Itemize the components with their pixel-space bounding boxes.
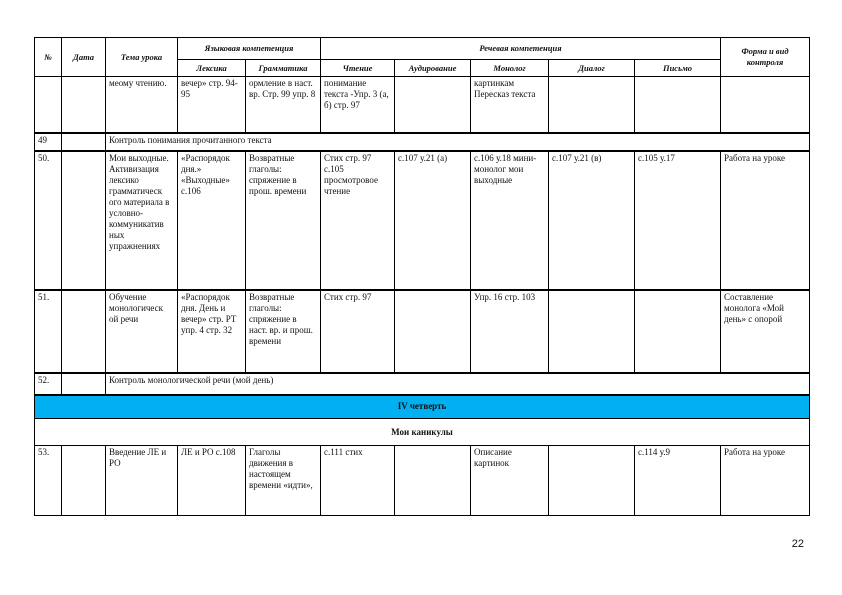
cell-form: Работа на уроке xyxy=(721,446,810,516)
cell-num: 49 xyxy=(35,133,62,151)
header-form: Форма и вид контроля xyxy=(721,38,810,77)
header-lexis: Лексика xyxy=(178,60,246,77)
header-date: Дата xyxy=(62,38,106,77)
section-label: Мои каникулы xyxy=(35,419,810,446)
header-grammar: Грамматика xyxy=(246,60,321,77)
header-reading: Чтение xyxy=(321,60,395,77)
cell-dialogue: с.107 у.21 (в) xyxy=(549,151,635,290)
cell-monologue: с.106 у.18 мини-монолог мои выходные xyxy=(471,151,549,290)
cell-lexis: «Распорядок дня.» «Выходные» с.106 xyxy=(178,151,246,290)
cell-topic: Обучение монологическ ой речи xyxy=(106,290,178,373)
cell-reading: с.111 стих xyxy=(321,446,395,516)
cell-lexis: «Распорядок дня. День и вечер» стр. РТ упр. 4 стр. 32 xyxy=(178,290,246,373)
quarter-label: IV четверть xyxy=(35,395,810,419)
cell-monologue: картинкам Пересказ текста xyxy=(471,77,549,133)
header-monologue: Монолог xyxy=(471,60,549,77)
cell-form: Работа на уроке xyxy=(721,151,810,290)
header-writing: Письмо xyxy=(635,60,721,77)
quarter-row xyxy=(35,395,810,419)
cell-reading: понимание текста -Упр. 3 (а, б) стр. 97 xyxy=(321,77,395,133)
cell-reading: Стих стр. 97 xyxy=(321,290,395,373)
cell-listening: с.107 у.21 (а) xyxy=(395,151,471,290)
header-listening: Аудирование xyxy=(395,60,471,77)
table-row xyxy=(35,133,810,151)
page-number: 22 xyxy=(791,538,804,550)
cell-topic: Контроль монологической речи (мой день) xyxy=(106,373,810,395)
header-num: № xyxy=(35,38,62,77)
cell-topic: Контроль понимания прочитанного текста xyxy=(106,133,810,151)
header-dialogue: Диалог xyxy=(549,60,635,77)
header-lang-comp: Языковая компетенция xyxy=(178,38,321,60)
cell-num: 52. xyxy=(35,373,62,395)
header-topic: Тема урока xyxy=(106,38,178,77)
cell-reading: Стих стр. 97 с.105 просмотровое чтение xyxy=(321,151,395,290)
cell-lexis: ЛЕ и РО с.108 xyxy=(178,446,246,516)
table-row xyxy=(35,151,810,290)
cell-writing: с.105 у.17 xyxy=(635,151,721,290)
cell-grammar: Возвратные глаголы: спряжение в прош. времени xyxy=(246,151,321,290)
cell-grammar: Глаголы движения в настоящем времени «идти», xyxy=(246,446,321,516)
cell-grammar: ормление в наст. вр. Стр. 99 упр. 8 xyxy=(246,77,321,133)
cell-topic: меому чтению. xyxy=(106,77,178,133)
cell-lexis: вечер» стр. 94-95 xyxy=(178,77,246,133)
cell-writing: с.114 у.9 xyxy=(635,446,721,516)
cell-topic: Введение ЛЕ и РО xyxy=(106,446,178,516)
cell-topic: Мои выходные. Активизация лексико грамматическ ого материала в условно-коммуникатив ных упражнениях xyxy=(106,151,178,290)
cell-num: 50. xyxy=(35,151,62,290)
cell-num: 51. xyxy=(35,290,62,373)
section-row xyxy=(35,419,810,446)
lesson-plan-table xyxy=(34,37,810,516)
table-row xyxy=(35,373,810,395)
table-row xyxy=(35,77,810,133)
cell-num: 53. xyxy=(35,446,62,516)
cell-grammar: Возвратные глаголы: спряжение в наст. вр. и прош. времени xyxy=(246,290,321,373)
cell-monologue: Описание картинок xyxy=(471,446,549,516)
header-speech-comp: Речевая компетенция xyxy=(321,38,721,60)
cell-monologue: Упр. 16 стр. 103 xyxy=(471,290,549,373)
table-row xyxy=(35,446,810,516)
cell-form: Составление монолога «Мой день» с опорой xyxy=(721,290,810,373)
table-row xyxy=(35,290,810,373)
